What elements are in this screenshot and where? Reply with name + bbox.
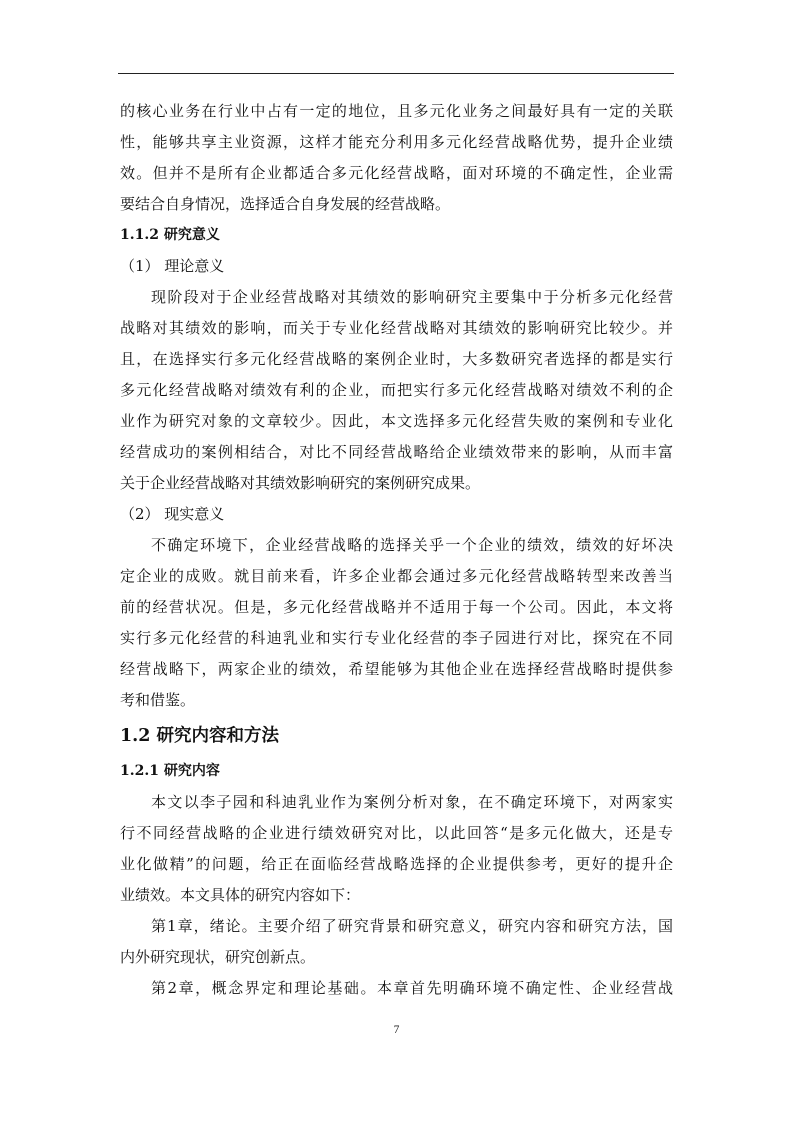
theory-significance-label: （1） 理论意义 [120,257,225,275]
text-line: 定企业的成败。就目前来看，许多企业都会通过多元化经营战略转型来改善当 [120,567,673,585]
research-content-intro-paragraph [120,787,673,911]
text-line: 业化做精”的问题，给正在面临经营战略选择的企业提供参考，更好的提升企 [120,855,673,873]
text-line: 不确定环境下，企业经营战略的选择关乎一个企业的绩效，绩效的好坏决 [151,536,673,554]
text-line: 第2章，概念界定和理论基础。本章首先明确环境不确定性、企业经营战 [151,979,673,997]
text-line: 业作为研究对象的文章较少。因此，本文选择多元化经营失败的案例和专业化 [120,412,673,430]
text-line: 经营战略下，两家企业的绩效，希望能够为其他企业在选择经营战略时提供参 [120,660,673,678]
text-line: 行不同经营战略的企业进行绩效研究对比，以此回答“是多元化做大，还是专 [120,824,673,842]
text-line: 性，能够共享主业资源，这样才能充分利用多元化经营战略优势，提升企业绩 [120,133,673,151]
page-number: 7 [393,1024,400,1036]
text-line: 的核心业务在行业中占有一定的地位，且多元化业务之间最好具有一定的关联 [120,102,673,120]
text-line: 经营成功的案例相结合，对比不同经营战略给企业绩效带来的影响，从而丰富 [120,443,673,461]
text-line: 现阶段对于企业经营战略对其绩效的影响研究主要集中于分析多元化经营 [151,288,673,306]
theory-significance-paragraph [120,282,673,499]
text-line: 要结合自身情况，选择适合自身发展的经营战略。 [120,195,451,213]
text-line: 第1章，绪论。主要介绍了研究背景和研究意义，研究内容和研究方法，国 [151,917,673,935]
header-rule [118,73,674,74]
text-line: 关于企业经营战略对其绩效影响研究的案例研究成果。 [120,474,481,492]
heading-research-content-and-methods: 1.2 研究内容和方法 [120,726,280,746]
practical-significance-label: （2） 现实意义 [120,505,225,523]
text-line: 本文以李子园和科迪乳业作为案例分析对象，在不确定环境下，对两家实 [151,793,673,811]
text-line: 前的经营状况。但是，多元化经营战略并不适用于每一个公司。因此，本文将 [120,598,673,616]
continued-paragraph [120,96,673,220]
text-line: 考和借鉴。 [120,691,196,709]
text-line: 业绩效。本文具体的研究内容如下： [120,886,361,904]
heading-research-content: 1.2.1 研究内容 [120,763,220,779]
page-body [120,96,673,1004]
chapter-1-paragraph [120,911,673,973]
text-line: 且，在选择实行多元化经营战略的案例企业时，大多数研究者选择的都是实行 [120,350,673,368]
practical-significance-paragraph [120,530,673,716]
chapter-2-paragraph [120,973,673,1004]
text-line: 内外研究现状，研究创新点。 [120,948,316,966]
heading-research-significance: 1.1.2 研究意义 [120,227,220,243]
text-line: 效。但并不是所有企业都适合多元化经营战略，面对环境的不确定性，企业需 [120,164,673,182]
text-line: 实行多元化经营的科迪乳业和实行专业化经营的李子园进行对比，探究在不同 [120,629,673,647]
text-line: 多元化经营战略对绩效有利的企业，而把实行多元化经营战略对绩效不利的企 [120,381,673,399]
text-line: 战略对其绩效的影响，而关于专业化经营战略对其绩效的影响研究比较少。并 [120,319,673,337]
